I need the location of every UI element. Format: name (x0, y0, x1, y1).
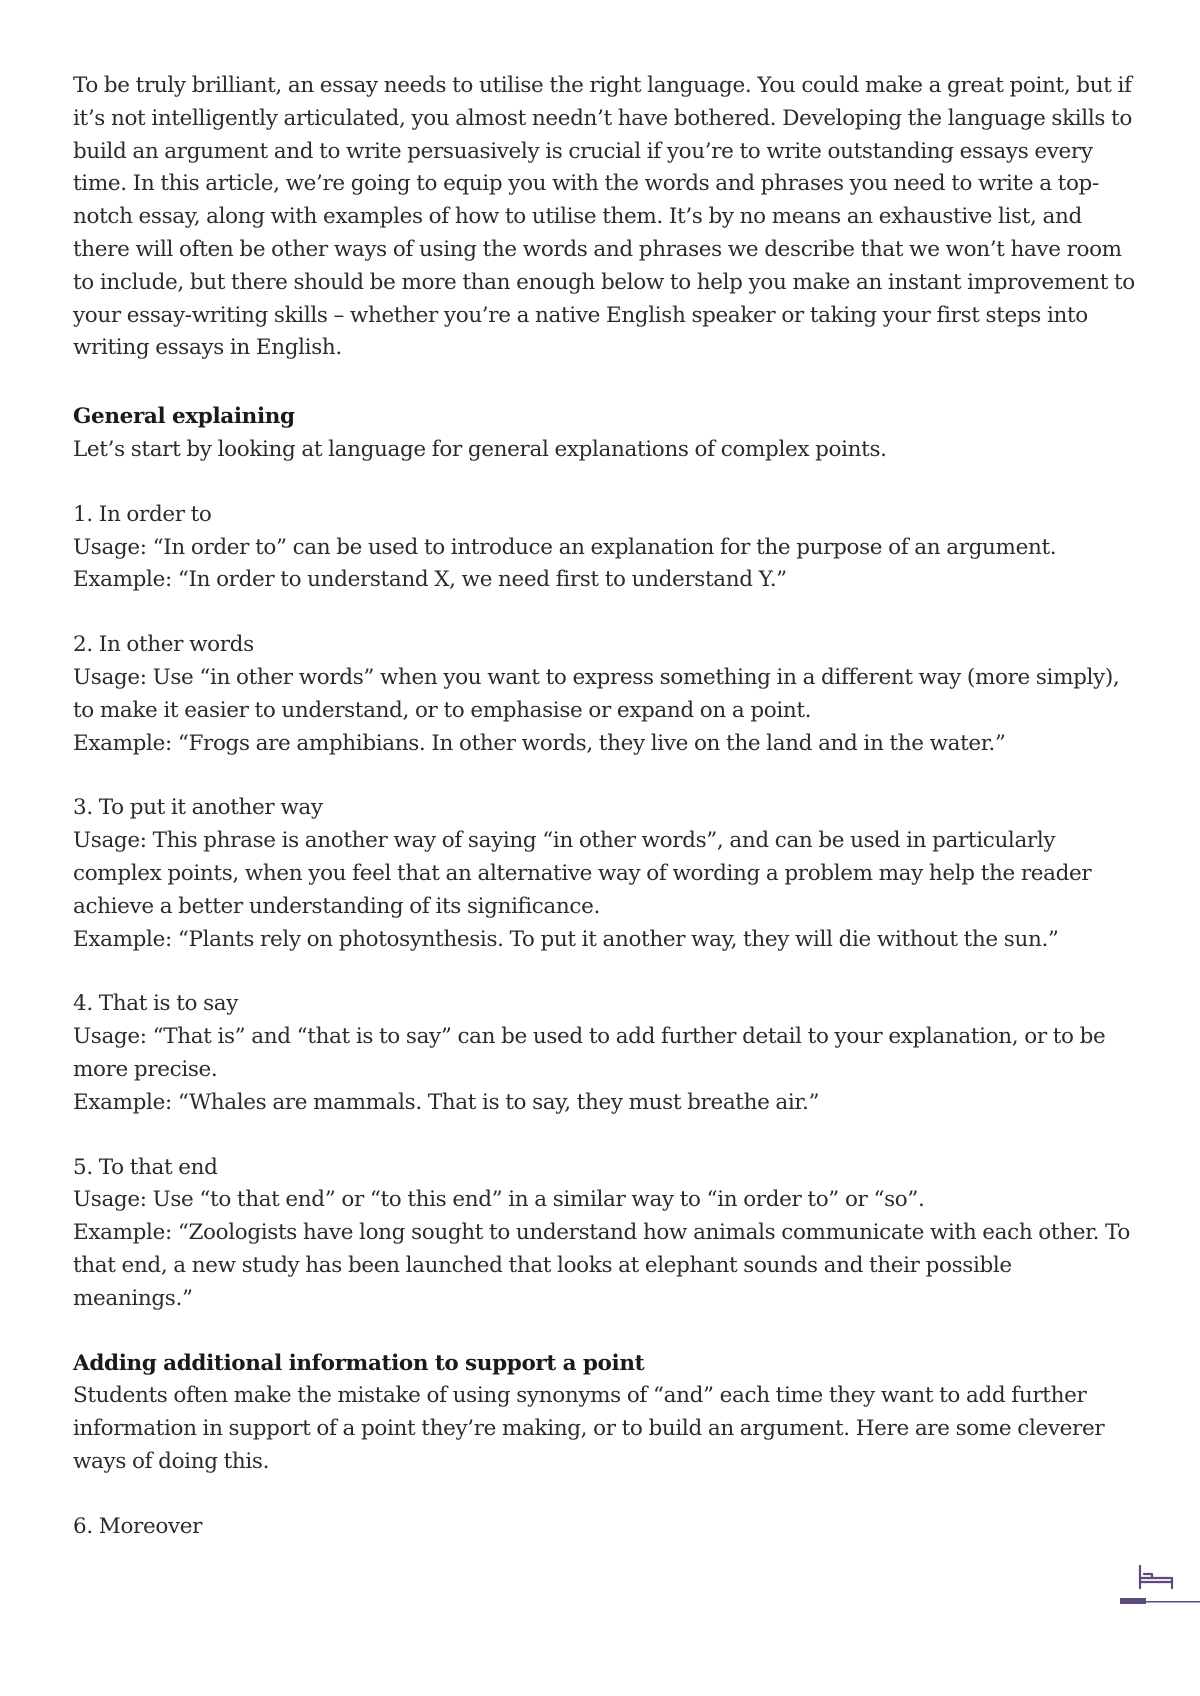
item-example: Example: “Frogs are amphibians. In other words, they live on the land and in the water.” (73, 730, 1006, 756)
item-usage: Usage: Use “in other words” when you want to express something in a different way (more simply), to make it easier to understand, or to emphasise or expand on a point. (73, 664, 1120, 723)
item-example: Example: “Plants rely on photosynthesis. To put it another way, they will die without the sun.” (73, 926, 1059, 952)
item-example: Example: “Whales are mammals. That is to say, they must breathe air.” (73, 1089, 820, 1115)
section-heading-adding-information: Adding additional information to support a point (73, 1350, 645, 1376)
section-intro-adding-information: Students often make the mistake of using synonyms of “and” each time they want to add further information in support of a point they’re making, or to build an argument. Here are some cleverer ways of doing this. (73, 1383, 1105, 1474)
item-title: 3. To put it another way (73, 795, 323, 821)
list-item (73, 988, 1135, 1119)
footer-logo (1120, 1562, 1200, 1618)
list-item (73, 792, 1135, 956)
item-title: 4. That is to say (73, 991, 239, 1017)
list-item (73, 629, 1135, 760)
section-heading-general-explaining: General explaining (73, 404, 295, 430)
section-intro-general-explaining: Let’s start by looking at language for general explanations of complex points. (73, 436, 887, 462)
item-usage: Usage: “In order to” can be used to introduce an explanation for the purpose of an argument. (73, 534, 1057, 560)
bed-icon (1140, 1566, 1172, 1588)
document-page (73, 70, 1135, 1543)
item-usage: Usage: This phrase is another way of saying “in other words”, and can be used in particularly complex points, when you feel that an alternative way of wording a problem may help the reader achieve a better understanding of its significance. (73, 828, 1092, 919)
item-title: 1. In order to (73, 501, 212, 527)
list-item (73, 1152, 1135, 1316)
accent-bar (1120, 1598, 1146, 1604)
item-example: Example: “In order to understand X, we need first to understand Y.” (73, 567, 787, 593)
item-title: 2. In other words (73, 632, 254, 658)
item-example: Example: “Zoologists have long sought to understand how animals communicate with each other. To that end, a new study has been launched that looks at elephant sounds and their possible meanings.” (73, 1220, 1131, 1311)
item-title: 6. Moreover (73, 1513, 203, 1539)
intro-paragraph: To be truly brilliant, an essay needs to utilise the right language. You could make a great point, but if it’s not intelligently articulated, you almost needn’t have bothered. Developing the language skills to build an argument and to write persuasively is crucial if you’re to write outstanding essays every time. In this article, we’re going to equip you with the words and phrases you need to write a top-notch essay, along with examples of how to utilise them. It’s by no means an exhaustive list, and there will often be other ways of using the words and phrases we describe that we won’t have room to include, but there should be more than enough below to help you make an instant improvement to your essay-writing skills – whether you’re a native English speaker or taking your first steps into writing essays in English. (73, 73, 1135, 361)
item-usage: Usage: Use “to that end” or “to this end” in a similar way to “in order to” or “so”. (73, 1187, 925, 1213)
item-title: 5. To that end (73, 1154, 218, 1180)
list-item (73, 499, 1135, 597)
accent-line (1146, 1601, 1200, 1603)
item-usage: Usage: “That is” and “that is to say” can be used to add further detail to your explanation, or to be more precise. (73, 1024, 1106, 1082)
